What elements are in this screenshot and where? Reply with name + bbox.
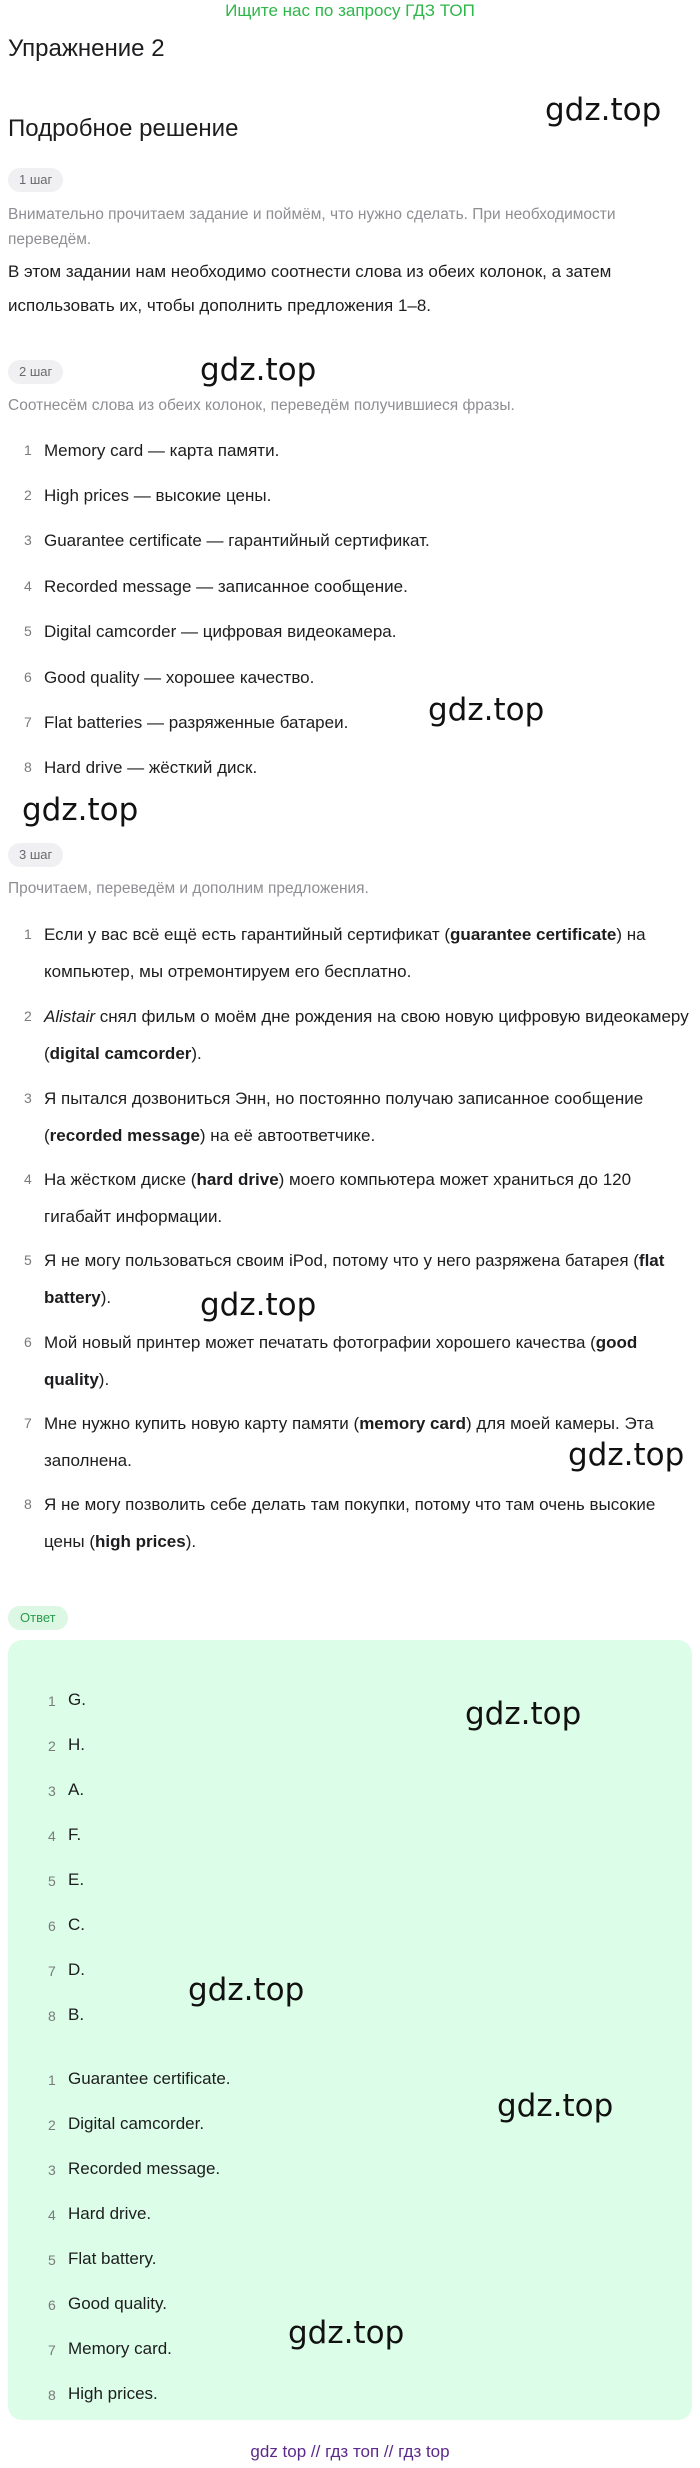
sentence-text: Если у вас всё ещё есть гарантийный сертификат ( bbox=[44, 925, 451, 944]
watermark: gdz.top bbox=[545, 92, 662, 128]
sentence-number: 6 bbox=[24, 1334, 32, 1350]
watermark: gdz.top bbox=[428, 692, 545, 728]
sentence-number: 3 bbox=[24, 1090, 32, 1106]
sentence-text-end: ). bbox=[98, 1370, 110, 1389]
sentence-answer: high prices bbox=[95, 1532, 186, 1551]
sentence-item bbox=[24, 916, 690, 990]
answer-letter-item bbox=[48, 1779, 648, 1801]
answer-number: 2 bbox=[48, 1738, 56, 1754]
sentence-text: Я не могу пользоваться своим iPod, потому что у него разряжена батарея ( bbox=[44, 1251, 639, 1270]
sentence-item bbox=[24, 1080, 690, 1154]
sentence-item bbox=[24, 1161, 690, 1235]
answer-text: B. bbox=[68, 2005, 85, 2024]
answer-number: 7 bbox=[48, 1963, 56, 1979]
sentence-item bbox=[24, 998, 690, 1072]
sentence-number: 8 bbox=[24, 1496, 32, 1512]
sentence-text: Мне нужно купить новую карту памяти ( bbox=[44, 1414, 360, 1433]
answer-text: Digital camcorder. bbox=[68, 2114, 205, 2133]
answer-number: 3 bbox=[48, 1783, 56, 1799]
sentence-text-end: ) моего компьютера может храниться до 120 гигабайт информации. bbox=[44, 1170, 632, 1226]
sentence-text-end: ) для моей камеры. Эта заполнена. bbox=[44, 1414, 654, 1470]
answer-phrase-item bbox=[48, 2203, 648, 2225]
list-item-text: Good quality — хорошее качество. bbox=[44, 668, 315, 687]
list-item bbox=[24, 477, 690, 514]
watermark: gdz.top bbox=[288, 2315, 405, 2351]
list-item bbox=[24, 749, 690, 786]
answer-text: A. bbox=[68, 1780, 85, 1799]
step-2-badge: 2 шаг bbox=[8, 360, 63, 384]
watermark: gdz.top bbox=[22, 792, 139, 828]
answer-text: D. bbox=[68, 1960, 85, 1979]
footer-links[interactable]: gdz top // гдз топ // гдз top bbox=[250, 2442, 450, 2461]
sentence-text: Я пытался дозвониться Энн, но постоянно получаю записанное сообщение ( bbox=[44, 1089, 644, 1145]
sentence-answer: guarantee certificate bbox=[450, 925, 617, 944]
watermark: gdz.top bbox=[465, 1696, 582, 1732]
answer-text: Flat battery. bbox=[68, 2249, 157, 2268]
sentence-answer: good quality bbox=[44, 1333, 638, 1389]
answer-letter-item bbox=[48, 1824, 648, 1846]
answer-number: 7 bbox=[48, 2342, 56, 2358]
list-item-number: 5 bbox=[24, 623, 32, 639]
step-1-note: Внимательно прочитаем задание и поймём, что нужно сделать. При необходимости переведём. bbox=[8, 206, 616, 248]
list-item bbox=[24, 432, 690, 469]
answer-text: Good quality. bbox=[68, 2294, 167, 2313]
list-item-number: 8 bbox=[24, 759, 32, 775]
solution-title: Подробное решение bbox=[8, 115, 239, 142]
answer-text: E. bbox=[68, 1870, 85, 1889]
list-item bbox=[24, 613, 690, 650]
sentence-number: 5 bbox=[24, 1252, 32, 1268]
list-item-number: 4 bbox=[24, 578, 32, 594]
answer-number: 4 bbox=[48, 1828, 56, 1844]
sentence-item bbox=[24, 1242, 690, 1316]
step-2-note: Соотнесём слова из обеих колонок, переведём получившиеся фразы. bbox=[8, 397, 515, 414]
list-item-number: 6 bbox=[24, 669, 32, 685]
sentence-text-end: ). bbox=[185, 1532, 197, 1551]
answer-number: 6 bbox=[48, 2297, 56, 2313]
sentence-answer: digital camcorder bbox=[49, 1044, 192, 1063]
answer-text: G. bbox=[68, 1690, 86, 1709]
sentence-text-end: ) на её автоответчике. bbox=[199, 1126, 376, 1145]
sentence-text-end: ). bbox=[100, 1288, 112, 1307]
sentence-number: 2 bbox=[24, 1008, 32, 1024]
answer-text: C. bbox=[68, 1915, 85, 1934]
answer-text: Memory card. bbox=[68, 2339, 172, 2358]
answer-number: 3 bbox=[48, 2162, 56, 2178]
answer-number: 1 bbox=[48, 2072, 56, 2088]
sentence-number: 1 bbox=[24, 926, 32, 942]
list-item-number: 2 bbox=[24, 487, 32, 503]
watermark: gdz.top bbox=[497, 2088, 614, 2124]
watermark: gdz.top bbox=[200, 352, 317, 388]
answer-letter-item bbox=[48, 2004, 648, 2026]
answer-number: 2 bbox=[48, 2117, 56, 2133]
list-item-text: Recorded message — записанное сообщение. bbox=[44, 577, 408, 596]
list-item-text: Flat batteries — разряженные батареи. bbox=[44, 713, 349, 732]
list-item-number: 1 bbox=[24, 442, 32, 458]
sentence-text: Мой новый принтер может печатать фотографии хорошего качества ( bbox=[44, 1333, 596, 1352]
list-item bbox=[24, 568, 690, 605]
watermark: gdz.top bbox=[568, 1437, 685, 1473]
answer-phrase-item bbox=[48, 2068, 648, 2090]
sentence-text-end: ) на компьютер, мы отремонтируем его бесплатно. bbox=[44, 925, 646, 981]
answer-text: Recorded message. bbox=[68, 2159, 221, 2178]
answer-number: 8 bbox=[48, 2387, 56, 2403]
list-item-text: Guarantee certificate — гарантийный сертификат. bbox=[44, 531, 430, 550]
answer-number: 5 bbox=[48, 1873, 56, 1889]
list-item-text: Memory card — карта памяти. bbox=[44, 441, 280, 460]
list-item-number: 3 bbox=[24, 532, 32, 548]
sentence-number: 7 bbox=[24, 1415, 32, 1431]
answer-letter-item bbox=[48, 1734, 648, 1756]
sentence-name: Alistair bbox=[44, 1007, 96, 1026]
answer-text: F. bbox=[68, 1825, 82, 1844]
sentence-answer: hard drive bbox=[196, 1170, 279, 1189]
answer-text: Guarantee certificate. bbox=[68, 2069, 231, 2088]
answer-letter-item bbox=[48, 1959, 648, 1981]
sentence-text: Я не могу позволить себе делать там покупки, потому что там очень высокие цены ( bbox=[44, 1495, 656, 1551]
sentence-item bbox=[24, 1486, 690, 1560]
list-item-text: Hard drive — жёсткий диск. bbox=[44, 758, 258, 777]
watermark: gdz.top bbox=[188, 1972, 305, 2008]
step-3-note: Прочитаем, переведём и дополним предложения. bbox=[8, 880, 369, 897]
list-item-text: High prices — высокие цены. bbox=[44, 486, 272, 505]
step-1-badge: 1 шаг bbox=[8, 168, 63, 192]
sentence-text: На жёстком диске ( bbox=[44, 1170, 197, 1189]
list-item bbox=[24, 704, 690, 741]
sentence-answer: flat battery bbox=[44, 1251, 665, 1307]
sentence-number: 4 bbox=[24, 1171, 32, 1187]
answer-phrase-item bbox=[48, 2158, 648, 2180]
list-item bbox=[24, 522, 690, 559]
step-1-text: В этом задании нам необходимо соотнести слова из обеих колонок, а затем использовать их, чтобы дополнить предложения 1–8. bbox=[8, 262, 612, 315]
answer-text: High prices. bbox=[68, 2384, 158, 2403]
answer-phrase-item bbox=[48, 2293, 648, 2315]
step-3-badge: 3 шаг bbox=[8, 843, 63, 867]
answer-number: 4 bbox=[48, 2207, 56, 2223]
sentence-item bbox=[24, 1324, 690, 1398]
list-item bbox=[24, 659, 690, 696]
answer-letter-item bbox=[48, 1869, 648, 1891]
answer-letter-item bbox=[48, 1914, 648, 1936]
answer-text: Hard drive. bbox=[68, 2204, 152, 2223]
watermark: gdz.top bbox=[200, 1287, 317, 1323]
answer-number: 6 bbox=[48, 1918, 56, 1934]
sentence-answer: recorded message bbox=[49, 1126, 200, 1145]
list-item-text: Digital camcorder — цифровая видеокамера. bbox=[44, 622, 397, 641]
answer-number: 1 bbox=[48, 1693, 56, 1709]
list-item-number: 7 bbox=[24, 714, 32, 730]
answer-number: 5 bbox=[48, 2252, 56, 2268]
sentence-text: снял фильм о моём дне рождения на свою новую цифровую видеокамеру ( bbox=[44, 1007, 689, 1063]
answer-text: H. bbox=[68, 1735, 85, 1754]
answer-phrase-item bbox=[48, 2383, 648, 2405]
answer-phrase-item bbox=[48, 2248, 648, 2270]
top-banner[interactable]: Ищите нас по запросу ГДЗ ТОП bbox=[225, 1, 475, 20]
sentence-answer: memory card bbox=[359, 1414, 466, 1433]
sentence-text-end: ). bbox=[191, 1044, 202, 1063]
answer-number: 8 bbox=[48, 2008, 56, 2024]
answer-badge: Ответ bbox=[8, 1606, 68, 1630]
exercise-title: Упражнение 2 bbox=[8, 35, 165, 62]
